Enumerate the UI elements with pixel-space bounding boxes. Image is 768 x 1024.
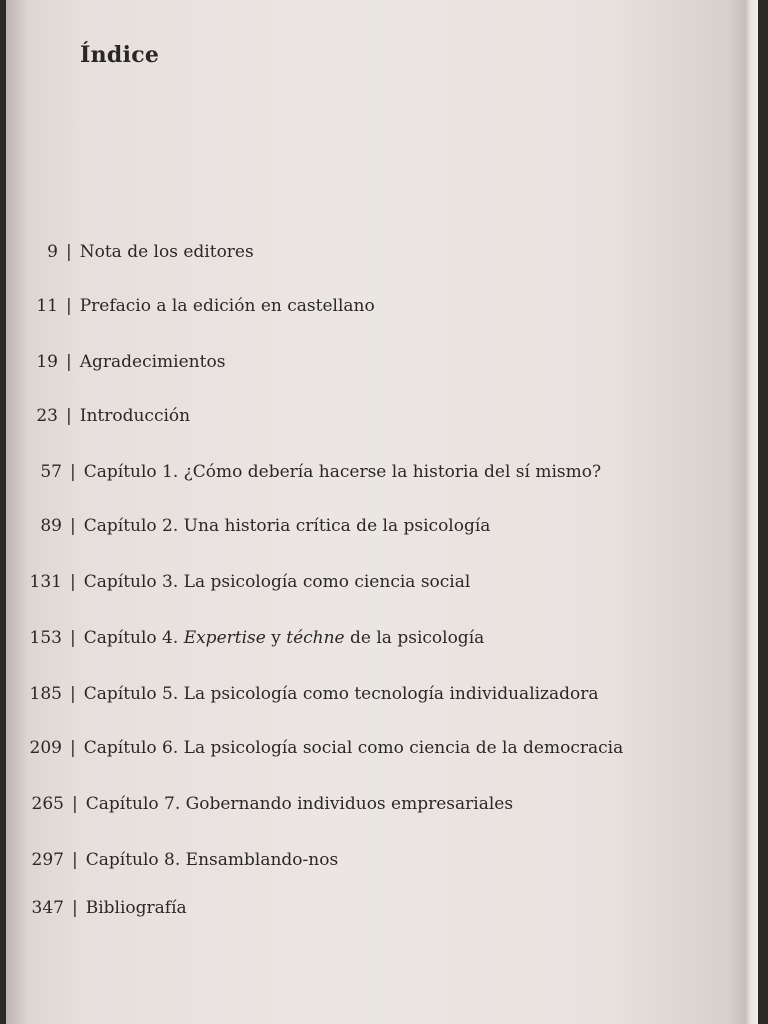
- toc-title-part: Bibliografía: [85, 898, 187, 918]
- toc-entry: [10, 572, 470, 592]
- toc-page-number: 297: [31, 850, 64, 870]
- toc-entry: [6, 242, 254, 262]
- toc-separator: |: [66, 242, 72, 262]
- toc-page-number: 19: [36, 352, 58, 372]
- toc-entry: [6, 352, 225, 372]
- toc-entry-title: [80, 296, 375, 316]
- toc-entry: [10, 684, 599, 704]
- page-title: Índice: [80, 42, 160, 68]
- toc-entry: [12, 898, 187, 918]
- toc-page-number: 11: [36, 296, 58, 316]
- toc-page-number: 57: [40, 462, 62, 482]
- toc-separator: |: [72, 850, 78, 870]
- toc-entry: [10, 516, 490, 536]
- toc-title-part: Capítulo 1. ¿Cómo debería hacerse la historia del sí mismo?: [83, 462, 602, 482]
- toc-entry: [10, 738, 623, 758]
- toc-separator: |: [70, 684, 76, 704]
- toc-separator: |: [70, 738, 76, 758]
- toc-entry: [10, 628, 484, 648]
- toc-title-part: Capítulo 3. La psicología como ciencia social: [83, 572, 471, 592]
- toc-title-part: y: [265, 628, 287, 648]
- toc-entry: [12, 794, 513, 814]
- toc-entry-title: [84, 738, 623, 758]
- toc-page-number: 209: [29, 738, 62, 758]
- toc-entry-title: [80, 242, 254, 262]
- toc-separator: |: [70, 572, 76, 592]
- toc-entry-title: [84, 684, 599, 704]
- toc-separator: |: [66, 352, 72, 372]
- toc-page-number: 9: [47, 242, 58, 262]
- toc-title-part: Introducción: [79, 406, 191, 426]
- toc-page-number: 131: [29, 572, 62, 592]
- toc-title-part: Capítulo 4.: [83, 628, 184, 648]
- toc-entry-title: [84, 516, 491, 536]
- toc-separator: |: [66, 296, 72, 316]
- toc-page-number: 153: [29, 628, 62, 648]
- toc-entry-title: [80, 352, 226, 372]
- book-page: [6, 0, 758, 1024]
- toc-separator: |: [66, 406, 72, 426]
- toc-title-part: Prefacio a la edición en castellano: [79, 296, 375, 316]
- toc-entry-title: [84, 628, 485, 648]
- toc-page-number: 185: [29, 684, 62, 704]
- toc-separator: |: [72, 898, 78, 918]
- toc-title-part: Expertise: [183, 628, 266, 648]
- toc-title-part: Capítulo 8. Ensamblando-nos: [85, 850, 339, 870]
- toc-title-part: Capítulo 2. Una historia crítica de la psicología: [83, 516, 491, 536]
- toc-title-part: Capítulo 5. La psicología como tecnología individualizadora: [83, 684, 599, 704]
- toc-entry: [12, 850, 338, 870]
- table-of-contents: [6, 0, 758, 1024]
- toc-separator: |: [70, 628, 76, 648]
- toc-entry-title: [84, 572, 471, 592]
- toc-title-part: de la psicología: [344, 628, 485, 648]
- toc-page-number: 23: [36, 406, 58, 426]
- toc-entry: [10, 462, 601, 482]
- toc-page-number: 347: [31, 898, 64, 918]
- toc-entry-title: [86, 850, 338, 870]
- toc-entry-title: [84, 462, 601, 482]
- toc-title-part: Capítulo 7. Gobernando individuos empresariales: [85, 794, 514, 814]
- toc-title-part: Capítulo 6. La psicología social como ciencia de la democracia: [83, 738, 624, 758]
- toc-separator: |: [70, 516, 76, 536]
- toc-entry-title: [80, 406, 190, 426]
- toc-title-part: Nota de los editores: [79, 242, 254, 262]
- toc-title-part: Agradecimientos: [79, 352, 226, 372]
- toc-entry: [6, 296, 375, 316]
- toc-entry: [6, 406, 190, 426]
- toc-entry-title: [86, 898, 187, 918]
- toc-page-number: 265: [31, 794, 64, 814]
- toc-page-number: 89: [40, 516, 62, 536]
- toc-separator: |: [70, 462, 76, 482]
- toc-separator: |: [72, 794, 78, 814]
- toc-entry-title: [86, 794, 513, 814]
- toc-title-part: téchne: [286, 628, 345, 648]
